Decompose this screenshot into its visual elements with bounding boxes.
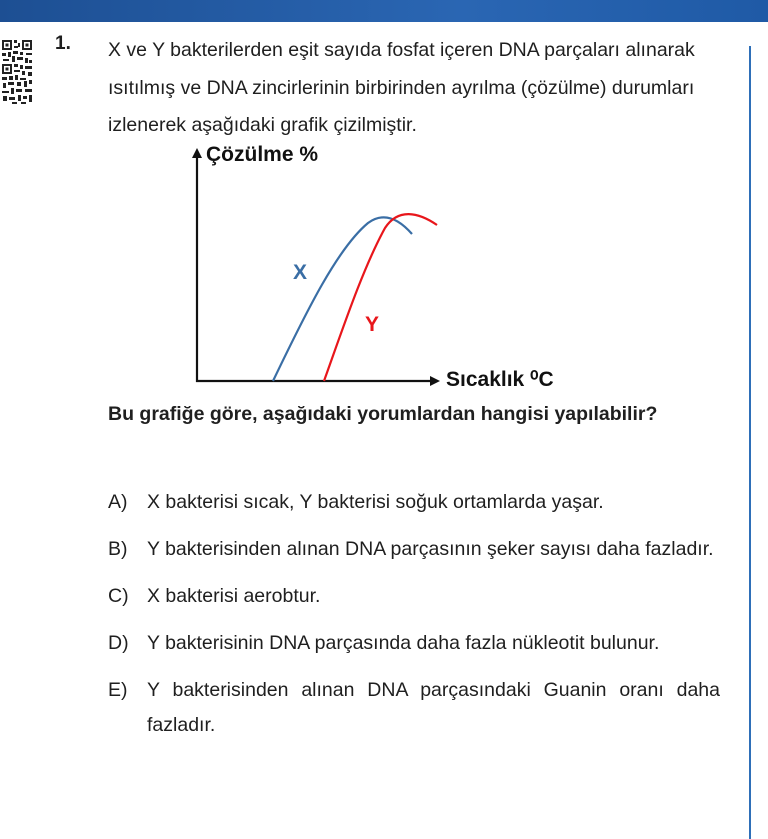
option-c[interactable] <box>108 579 720 614</box>
question-number: 1. <box>55 33 71 54</box>
option-d-text: Y bakterisinin DNA parçasında daha fazla nükleotit bulunur. <box>147 632 660 654</box>
x-axis-arrow <box>430 376 440 386</box>
option-c-text: X bakterisi aerobtur. <box>147 585 321 607</box>
option-e-text: Y bakterisinden alınan DNA parçasındaki Guanin oranı daha fazladır. <box>147 679 720 736</box>
page-margin-rule <box>749 46 751 839</box>
option-b-text: Y bakterisinden alınan DNA parçasının şeker sayısı daha fazladır. <box>147 538 714 560</box>
option-a-text: X bakterisi sıcak, Y bakterisi soğuk ortamlarda yaşar. <box>147 491 604 513</box>
question-prompt: Bu grafiğe göre, aşağıdaki yorumlardan hangisi yapılabilir? <box>108 403 658 425</box>
series-y-line <box>324 214 437 381</box>
option-e[interactable] <box>108 673 720 743</box>
dna-melting-chart <box>178 138 598 396</box>
option-b[interactable] <box>108 532 720 567</box>
option-a[interactable] <box>108 485 720 520</box>
series-x-line <box>273 217 412 381</box>
option-b-label: B) <box>108 538 128 560</box>
qr-code-icon[interactable] <box>0 36 34 108</box>
y-axis-label: Çözülme % <box>206 143 319 166</box>
series-y-label: Y <box>365 313 380 336</box>
option-d-label: D) <box>108 632 129 654</box>
header-bar <box>0 0 768 22</box>
series-x-label: X <box>293 261 308 284</box>
option-c-label: C) <box>108 585 129 607</box>
option-d[interactable] <box>108 626 720 661</box>
option-a-label: A) <box>108 491 128 513</box>
question-stem: X ve Y bakterilerden eşit sayıda fosfat içeren DNA parçaları alınarak ısıtılmış ve DNA zincirlerinin birbirinden ayrılma (çözülme) durumları izlenerek aşağıdaki grafik çizilmiştir. <box>108 39 695 136</box>
y-axis-arrow <box>192 148 202 158</box>
option-e-label: E) <box>108 679 128 701</box>
answer-options <box>108 485 720 743</box>
x-axis-label: Sıcaklık ⁰C <box>446 368 554 391</box>
